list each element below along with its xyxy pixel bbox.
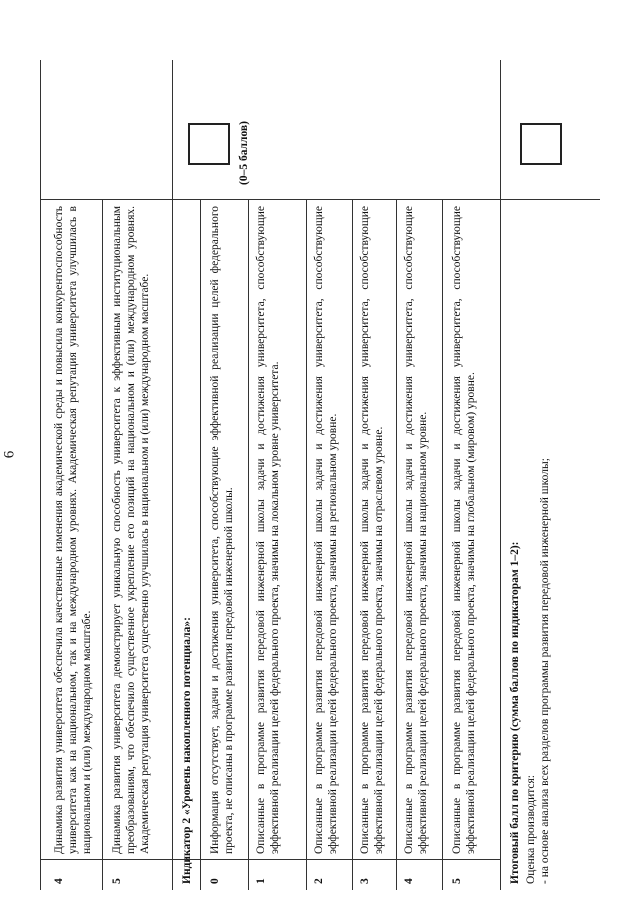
table-rule	[248, 200, 249, 890]
row-number: 5	[111, 878, 123, 884]
score-box[interactable]	[188, 123, 230, 165]
row-text: Описанные в программе развития передовой инженерной школы задачи и достижения университета, способствующие эффективной реализации целей федерального проекта, значимы на региональном уровне.	[313, 206, 339, 854]
row-number: 4	[403, 878, 415, 884]
table-rule	[442, 200, 443, 890]
row-text: Описанные в программе развития передовой инженерной школы задачи и достижения университета, способствующие эффективной реализации целей федерального проекта, значимы на глобальном (мировом) уровне.	[451, 206, 477, 854]
total-line: Оценка производится:	[525, 775, 537, 884]
row-number: 3	[359, 878, 371, 884]
row-number: 2	[313, 878, 325, 884]
row-number: 0	[209, 878, 221, 884]
row-text: Динамика развития университета обеспечила качественные изменения академической среды и повысила конкурентоспособность университета как на национальном, так и на международном уровнях. Академическая репутация университета улучшилась в национальном и (или) международном масштабе.	[53, 206, 93, 854]
total-line: - на основе анализа всех разделов программы развития передовой инженерной школы;	[539, 458, 551, 884]
row-number: 5	[451, 878, 463, 884]
score-range: (0–5 баллов)	[238, 121, 250, 185]
row-text: Описанные в программе развития передовой инженерной школы задачи и достижения университета, способствующие эффективной реализации целей федерального проекта, значимы на локальном уровне университета.	[255, 206, 281, 854]
table-rule	[200, 200, 201, 890]
row-text: Динамика развития университета демонстрирует уникальную способность университета к эффективным институциональным преобразованиям, что обеспечило существенное укрепление его позиций на национальном и (или) международном уровнях. Академическая репутация университета существенно улучшилась в национальном и (или) международном масштабе.	[111, 206, 151, 854]
table-rule	[500, 60, 501, 890]
table-rule	[40, 859, 500, 860]
row-text: Описанные в программе развития передовой инженерной школы задачи и достижения университета, способствующие эффективной реализации целей федерального проекта, значимы на отраслевом уровне.	[359, 206, 385, 854]
rotated-table	[40, 60, 600, 890]
row-number: 1	[255, 878, 267, 884]
table-rule	[306, 200, 307, 890]
row-text: Информация отсутствует, задачи и достижения университета, способствующие эффективной реализации целей федерального проекта, не описаны в программе развития передовой инженерной школы.	[209, 206, 235, 854]
table-rule	[352, 200, 353, 890]
page-number: 6	[1, 450, 18, 459]
document-sheet	[40, 60, 600, 890]
table-rule	[40, 60, 41, 890]
table-rule	[40, 199, 600, 200]
row-number: 4	[53, 878, 65, 884]
total-score-box[interactable]	[520, 123, 562, 165]
row-text: Описанные в программе развития передовой инженерной школы задачи и достижения университета, способствующие эффективной реализации целей федерального проекта, значимы на национальном уровне.	[403, 206, 429, 854]
table-rule	[396, 200, 397, 890]
indicator-title: Индикатор 2 «Уровень накопленного потенциала»:	[181, 617, 193, 884]
table-rule	[102, 200, 103, 890]
table-rule	[172, 60, 173, 890]
total-title: Итоговый балл по критерию (сумма баллов по индикаторам 1–2):	[509, 541, 521, 884]
